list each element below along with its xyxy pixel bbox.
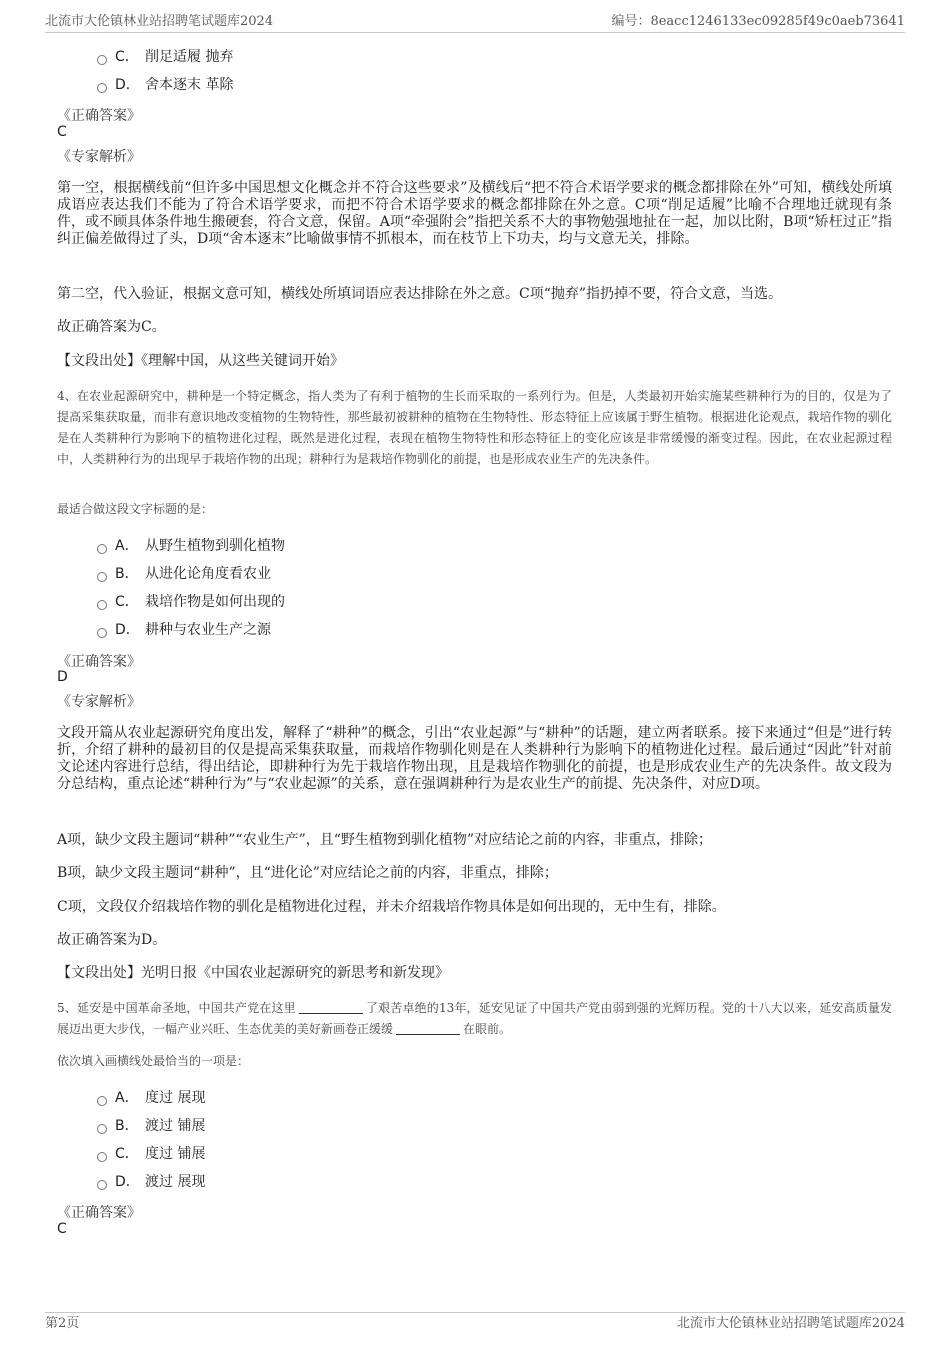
radio-icon[interactable] — [97, 572, 107, 582]
q4-option-d[interactable]: D． 耕种与农业生产之源 — [97, 620, 271, 640]
radio-icon[interactable] — [97, 1124, 107, 1134]
q4-stem: 4、在农业起源研究中，耕种是一个特定概念，指人类为了有利于植物的生长而采取的一系列行为。但是，人类最初开始实施某些耕种行为的目的，仅是为了提高采集获取量，而非有意识地改变植物的生物特性，那些最初被耕种的植物在生物特性、形态特征上应该属于野生植物。根据进化论观点，栽培作物的驯化是在人类耕种行为影响下的植物进化过程，既然是进化过程，表现在植物生物特性和形态特征上的变化应该是非常缓慢的渐变过程。因此，在农业起源过程中，人类耕种行为的出现早于栽培作物的出现；耕种行为是栽培作物驯化的前提，也是形成农业生产的先决条件。 — [57, 389, 892, 466]
radio-icon[interactable] — [97, 1096, 107, 1106]
q4-analysis-p5: 故正确答案为D。 — [57, 932, 167, 948]
q4-analysis-p3: B项，缺少文段主题词“耕种”，且“进化论”对应结论之前的内容，非重点，排除； — [57, 865, 558, 881]
page-header — [45, 12, 905, 33]
header-serial: 编号：8eacc1246133ec09285f49c0aeb73641 — [611, 14, 905, 29]
q4-answer: D — [57, 669, 68, 685]
q4-analysis-p1: 文段开篇从农业起源研究角度出发，解释了“耕种”的概念，引出“农业起源”与“耕种”的话题，建立两者联系。接下来通过“但是”进行转折，介绍了耕种的最初目的仅是提高采集获取量，而栽培作物驯化则是在人类耕种行为影响下的植物进化过程。最后通过“因此”针对前文论述内容进行总结，得出结论，即耕种行为先于栽培作物出现，且是栽培作物驯化的前提，也是形成农业生产的先决条件。故文段为分总结构，重点论述“耕种行为”与“农业起源”的关系，意在强调耕种行为是农业生产的前提、先决条件，对应D项。 — [57, 725, 892, 792]
q4-option-b[interactable]: B． 从进化论角度看农业 — [97, 564, 271, 584]
radio-icon[interactable] — [97, 600, 107, 610]
q3-analysis-p2: 第二空，代入验证，根据文意可知，横线处所填词语应表达排除在外之意。C项“抛弃”指扔掉不要，符合文意，当选。 — [57, 286, 783, 302]
page-number: 第2页 — [45, 1316, 80, 1331]
radio-icon[interactable] — [97, 1180, 107, 1190]
q4-analysis-label: 《专家解析》 — [57, 694, 141, 710]
q5-answer-label: 《正确答案》 — [57, 1205, 141, 1221]
q5-prompt: 依次填入画横线处最恰当的一项是： — [57, 1054, 250, 1068]
q4-answer-label: 《正确答案》 — [57, 654, 141, 670]
q3-source: 【文段出处】《理解中国，从这些关键词开始》 — [57, 353, 344, 369]
q3-option-c[interactable]: C． 削足适履 抛弃 — [97, 47, 233, 67]
q4-source: 【文段出处】光明日报《中国农业起源研究的新思考和新发现》 — [57, 965, 449, 981]
radio-icon[interactable] — [97, 628, 107, 638]
q5-stem: 5、延安是中国革命圣地，中国共产党在这里 了艰苦卓绝的13年，延安见证了中国共产党由弱到强的光辉历程。党的十八大以来，延安高质量发展迈出更大步伐，一幅产业兴旺、生态优美的美好新画卷正缓缓 在眼前。 — [57, 1001, 892, 1036]
fill-blank-1 — [299, 1001, 363, 1014]
q3-analysis-p1: 第一空，根据横线前“但许多中国思想文化概念并不符合这些要求”及横线后“把不符合术语学要求的概念都排除在外”可知，横线处所填成语应表达我们不能为了符合术语学要求，而把不符合术语学要求的概念都排除在外之意。C项“削足适履”比喻不合理地迁就现有条件，或不顾具体条件地生搬硬套，符合文意，保留。A项“牵强附会”指把关系不大的事物勉强地扯在一起，加以比附，B项“矫枉过正”指纠正偏差做得过了头，D项“舍本逐末”比喻做事情不抓根本，而在枝节上下功夫，均与文意无关，排除。 — [57, 180, 892, 247]
fill-blank-2 — [396, 1022, 460, 1035]
q4-analysis-p2: A项，缺少文段主题词“耕种”“农业生产”，且“野生植物到驯化植物”对应结论之前的内容，非重点，排除； — [57, 832, 713, 848]
radio-icon[interactable] — [97, 1152, 107, 1162]
radio-icon[interactable] — [97, 83, 107, 93]
page-footer — [45, 1312, 905, 1334]
q3-answer-label: 《正确答案》 — [57, 108, 141, 124]
q4-option-c[interactable]: C． 栽培作物是如何出现的 — [97, 592, 285, 612]
radio-icon[interactable] — [97, 55, 107, 65]
q5-option-a[interactable]: A． 度过 展现 — [97, 1088, 205, 1108]
q4-prompt: 最适合做这段文字标题的是： — [57, 502, 214, 516]
q4-option-a[interactable]: A． 从野生植物到驯化植物 — [97, 536, 285, 556]
q4-analysis-p4: C项，文段仅介绍栽培作物的驯化是植物进化过程，并未介绍栽培作物具体是如何出现的，无中生有，排除。 — [57, 899, 726, 915]
q3-analysis-label: 《专家解析》 — [57, 149, 141, 165]
footer-title: 北流市大伦镇林业站招聘笔试题库2024 — [676, 1316, 905, 1331]
q3-option-d[interactable]: D． 舍本逐末 革除 — [97, 75, 233, 95]
q3-answer: C — [57, 124, 67, 140]
q3-analysis-p3: 故正确答案为C。 — [57, 319, 166, 335]
q5-option-d[interactable]: D． 渡过 展现 — [97, 1172, 205, 1192]
q5-option-b[interactable]: B． 渡过 铺展 — [97, 1116, 205, 1136]
q5-option-c[interactable]: C． 度过 铺展 — [97, 1144, 205, 1164]
radio-icon[interactable] — [97, 544, 107, 554]
q5-answer: C — [57, 1221, 67, 1237]
header-title: 北流市大伦镇林业站招聘笔试题库2024 — [45, 14, 274, 29]
